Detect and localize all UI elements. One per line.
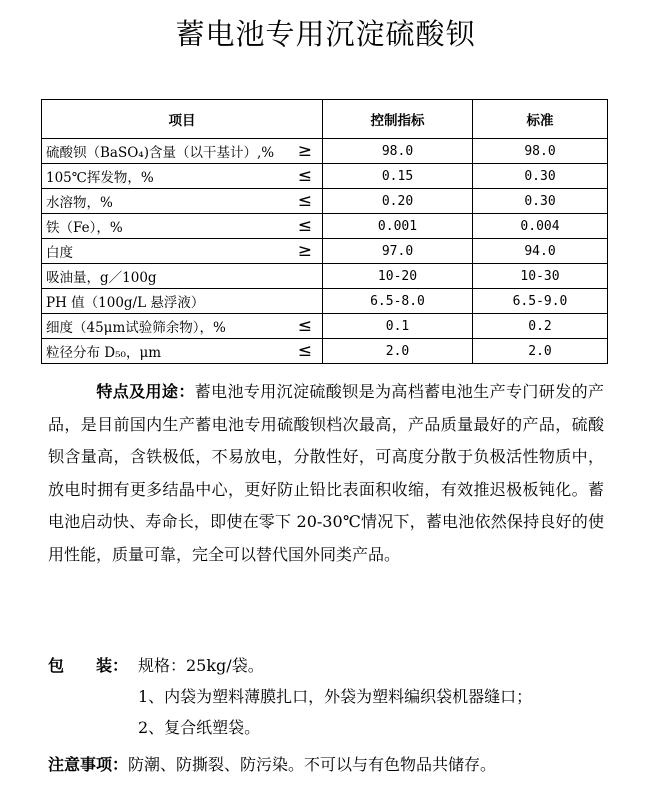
- item-cell: [42, 339, 323, 364]
- notes-text: 防潮、防撕裂、防污染。不可以与有色物品共储存。: [128, 755, 497, 774]
- table-row: [42, 139, 608, 164]
- table-row: [42, 314, 608, 339]
- standard-value: 6.5-9.0: [473, 289, 608, 314]
- item-cell: [42, 314, 323, 339]
- item-cell: [42, 264, 323, 289]
- standard-value: 10-30: [473, 264, 608, 289]
- comparison-symbol: ≤: [297, 316, 312, 336]
- item-name: 铁（Fe），%: [46, 220, 123, 236]
- item-name: PH 值（100g/L 悬浮液）: [46, 295, 205, 311]
- standard-value: 0.30: [473, 189, 608, 214]
- table-row: [42, 164, 608, 189]
- standard-value: 94.0: [473, 239, 608, 264]
- features-paragraph: [48, 376, 604, 572]
- item-cell: [42, 139, 323, 164]
- standard-value: 0.2: [473, 314, 608, 339]
- item-name: 细度（45μm试验筛余物），%: [46, 320, 226, 336]
- table-row: [42, 239, 608, 264]
- item-name: 水溶物，%: [46, 195, 113, 211]
- item-name: 粒径分布 D₅₀，μm: [46, 345, 162, 361]
- comparison-symbol: ≤: [297, 191, 312, 211]
- features-label: 特点及用途：: [96, 382, 195, 401]
- table-row: [42, 339, 608, 364]
- item-name: 硫酸钡（BaSO₄)含量（以干基计）,%: [46, 145, 275, 161]
- comparison-symbol: ≥: [297, 141, 312, 161]
- standard-value: 2.0: [473, 339, 608, 364]
- item-name: 吸油量，g／100g: [46, 270, 157, 286]
- packaging-spec: 规格：25kg/袋。: [138, 656, 264, 675]
- item-cell: [42, 239, 323, 264]
- spec-table: [41, 99, 608, 364]
- page-title: 蓄电池专用沉淀硫酸钡: [175, 17, 476, 51]
- table-row: [42, 289, 608, 314]
- table-row: [42, 189, 608, 214]
- control-value: 0.15: [323, 164, 473, 189]
- control-value: 97.0: [323, 239, 473, 264]
- comparison-symbol: ≤: [297, 341, 312, 361]
- item-cell: [42, 289, 323, 314]
- control-value: 2.0: [323, 339, 473, 364]
- table-row: [42, 264, 608, 289]
- control-value: 10-20: [323, 264, 473, 289]
- control-value: 6.5-8.0: [323, 289, 473, 314]
- comparison-symbol: ≤: [297, 216, 312, 236]
- packaging-item: 1、内袋为塑料薄膜扎口，外袋为塑料编织袋机器缝口；: [138, 687, 533, 706]
- table-header-row: [42, 100, 608, 139]
- item-name: 白度: [46, 245, 73, 261]
- features-text: 蓄电池专用沉淀硫酸钡是为高档蓄电池生产专门研发的产品，是目前国内生产蓄电池专用硫酸钡档次最高，产品质量最好的产品，硫酸钡含量高，含铁极低，不易放电，分散性好，可高度分散于负极活性物质中，放电时拥有更多结晶中心，更好防止铅比表面积收缩，有效推迟极板钝化。蓄电池启动快、寿命长，即使在零下 20-30℃情况下，蓄电池依然保持良好的使用性能，质量可靠，完全可以替代国外同类产品。: [48, 382, 604, 564]
- item-cell: [42, 214, 323, 239]
- comparison-symbol: ≥: [297, 241, 312, 261]
- item-cell: [42, 189, 323, 214]
- notes-label: 注意事项：: [48, 755, 129, 774]
- packaging-section: [48, 650, 618, 743]
- control-value: 98.0: [323, 139, 473, 164]
- standard-value: 98.0: [473, 139, 608, 164]
- notes-section: [48, 752, 628, 775]
- control-value: 0.20: [323, 189, 473, 214]
- table-row: [42, 214, 608, 239]
- control-value: 0.1: [323, 314, 473, 339]
- standard-value: 0.30: [473, 164, 608, 189]
- header-item: 项目: [42, 100, 323, 139]
- control-value: 0.001: [323, 214, 473, 239]
- standard-value: 0.004: [473, 214, 608, 239]
- item-cell: [42, 164, 323, 189]
- header-standard: 标准: [473, 100, 608, 139]
- packaging-label: 包 装：: [48, 656, 129, 675]
- header-control: 控制指标: [323, 100, 473, 139]
- item-name: 105℃挥发物，%: [46, 170, 154, 186]
- packaging-item: 2、复合纸塑袋。: [138, 718, 261, 737]
- comparison-symbol: ≤: [297, 166, 312, 186]
